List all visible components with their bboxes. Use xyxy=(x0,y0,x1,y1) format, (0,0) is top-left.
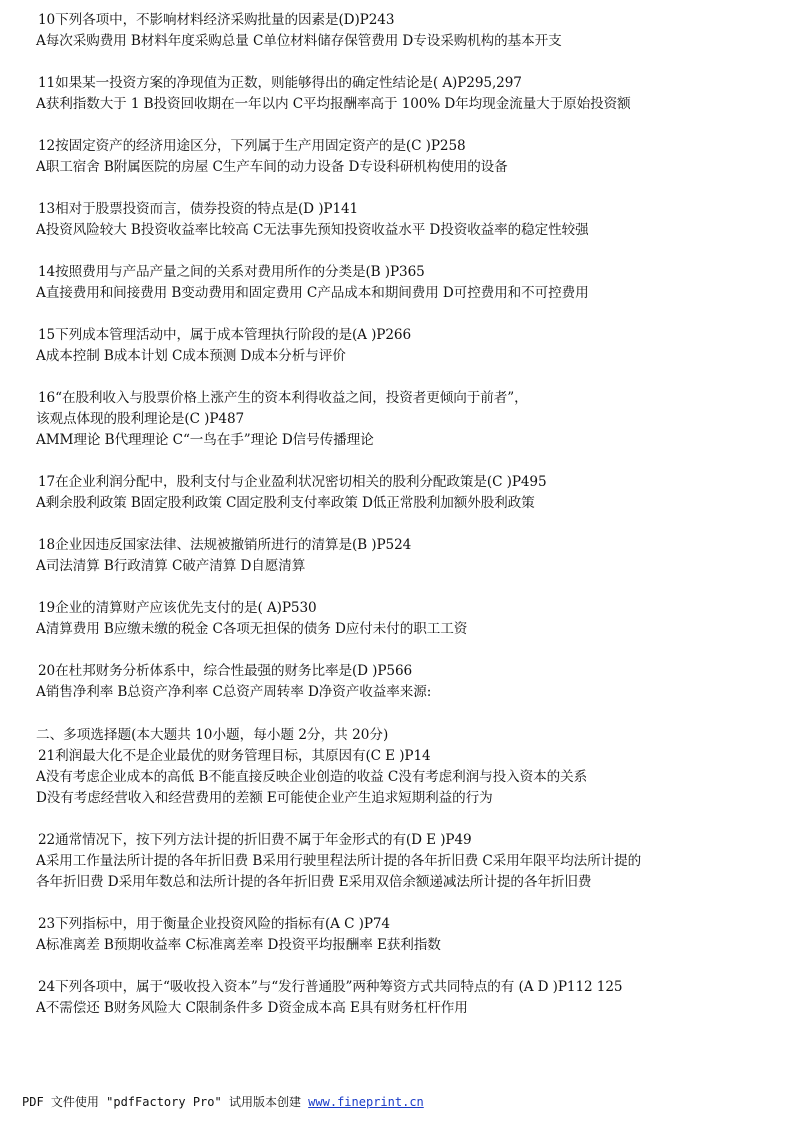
question-options: A获利指数大于 1 B投资回收期在一年以内 C平均报酬率高于 100% D年均现金流量大于原始投资额 xyxy=(36,96,631,112)
question-title: 11如果某一投资方案的净现值为正数，则能够得出的确定性结论是( A)P295,297 xyxy=(38,75,522,91)
question-options: A投资风险较大 B投资收益率比较高 C无法事先预知投资收益水平 D投资收益率的稳定性较强 xyxy=(36,222,589,238)
question-options: A直接费用和间接费用 B变动费用和固定费用 C产品成本和期间费用 D可控费用和不可控费用 xyxy=(36,285,589,301)
footer-text: PDF 文件使用 "pdfFactory Pro" 试用版本创建 xyxy=(22,1095,309,1109)
question-title: 24下列各项中，属于“吸收投入资本”与“发行普通股”两种筹资方式共同特点的有 (A D )P112 125 xyxy=(38,979,623,995)
footer-link[interactable]: www.fineprint.cn xyxy=(308,1095,424,1109)
question-options: A职工宿舍 B附属医院的房屋 C生产车间的动力设备 D专设科研机构使用的设备 xyxy=(36,159,508,175)
question-title: 12按固定资产的经济用途区分，下列属于生产用固定资产的是(C )P258 xyxy=(38,138,466,154)
question-10 xyxy=(36,10,776,52)
question-title: 16“在股利收入与股票价格上涨产生的资本利得收益之间，投资者更倾向于前者”， xyxy=(38,390,528,406)
question-17 xyxy=(36,472,776,514)
question-options: A采用工作量法所计提的各年折旧费 B采用行驶里程法所计提的各年折旧费 C采用年限平均法所计提的 xyxy=(36,853,642,869)
question-13 xyxy=(36,199,776,241)
question-21 xyxy=(36,746,776,809)
question-20 xyxy=(36,661,776,703)
pdf-footer xyxy=(22,1093,424,1110)
question-22 xyxy=(36,830,776,893)
question-18 xyxy=(36,535,776,577)
question-title: 23下列指标中，用于衡量企业投资风险的指标有(A C )P74 xyxy=(38,916,390,932)
question-title: 19企业的清算财产应该优先支付的是( A)P530 xyxy=(38,600,317,616)
question-14 xyxy=(36,262,776,304)
question-19 xyxy=(36,598,776,640)
question-title: 22通常情况下，按下列方法计提的折旧费不属于年金形式的有(D E )P49 xyxy=(38,832,472,848)
question-11 xyxy=(36,73,776,115)
question-title: 14按照费用与产品产量之间的关系对费用所作的分类是(B )P365 xyxy=(38,264,425,280)
section-heading: 二、多项选择题(本大题共 10小题，每小题 2分，共 20分) xyxy=(36,727,389,743)
document-body xyxy=(36,10,776,1019)
question-24 xyxy=(36,977,776,1019)
question-options: A标准离差 B预期收益率 C标准离差率 D投资平均报酬率 E获利指数 xyxy=(36,937,441,953)
question-options: A没有考虑企业成本的高低 B不能直接反映企业创造的收益 C没有考虑利润与投入资本的关系 xyxy=(36,769,588,785)
question-continuation: 该观点体现的股利理论是(C )P487 xyxy=(36,411,245,427)
question-title: 10下列各项中，不影响材料经济采购批量的因素是(D)P243 xyxy=(38,12,395,28)
question-title: 18企业因违反国家法律、法规被撤销所进行的清算是(B )P524 xyxy=(38,537,412,553)
question-options: AMM理论 B代理理论 C“一鸟在手”理论 D信号传播理论 xyxy=(36,432,374,448)
question-options: A清算费用 B应缴未缴的税金 C各项无担保的债务 D应付未付的职工工资 xyxy=(36,621,468,637)
question-options: A每次采购费用 B材料年度采购总量 C单位材料储存保管费用 D专设采购机构的基本开支 xyxy=(36,33,562,49)
question-12 xyxy=(36,136,776,178)
question-options: A不需偿还 B财务风险大 C限制条件多 D资金成本高 E具有财务杠杆作用 xyxy=(36,1000,468,1016)
question-title: 21利润最大化不是企业最优的财务管理目标，其原因有(C E )P14 xyxy=(38,748,431,764)
question-options: A销售净利率 B总资产净利率 C总资产周转率 D净资产收益率来源: xyxy=(36,684,432,700)
question-title: 20在杜邦财务分析体系中，综合性最强的财务比率是(D )P566 xyxy=(38,663,413,679)
question-title: 13相对于股票投资而言，债券投资的特点是(D )P141 xyxy=(38,201,359,217)
question-23 xyxy=(36,914,776,956)
question-options: A司法清算 B行政清算 C破产清算 D自愿清算 xyxy=(36,558,306,574)
question-options: A剩余股利政策 B固定股利政策 C固定股利支付率政策 D低正常股利加额外股利政策 xyxy=(36,495,535,511)
question-title: 17在企业利润分配中，股利支付与企业盈利状况密切相关的股利分配政策是(C )P495 xyxy=(38,474,547,490)
question-options: D没有考虑经营收入和经营费用的差额 E可能使企业产生追求短期利益的行为 xyxy=(36,790,493,806)
question-15 xyxy=(36,325,776,367)
question-options: A成本控制 B成本计划 C成本预测 D成本分析与评价 xyxy=(36,348,346,364)
question-16 xyxy=(36,388,776,451)
question-title: 15下列成本管理活动中，属于成本管理执行阶段的是(A )P266 xyxy=(38,327,411,343)
question-options: 各年折旧费 D采用年数总和法所计提的各年折旧费 E采用双倍余额递减法所计提的各年折旧费 xyxy=(36,874,592,890)
